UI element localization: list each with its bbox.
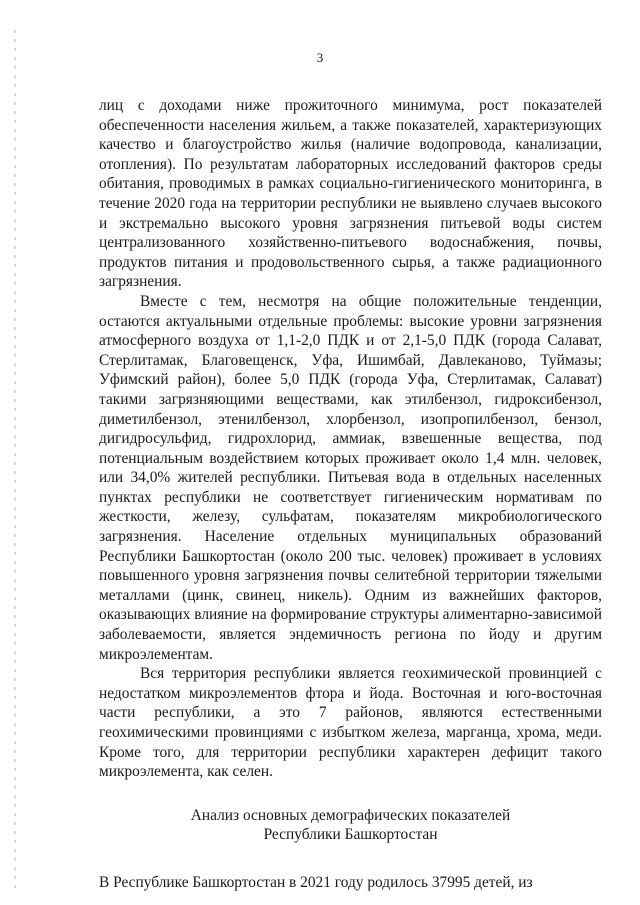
section-heading-line-2: Республики Башкортостан [263, 826, 438, 844]
paragraph-3: Вся территория республики является геохимической провинцией с недостатком микроэлементов фтора и йода. Восточная и юго-восточная части республики, а это 7 районов, являются естественными геохимическими провинциями с избытком железа, марганца, хрома, меди. Кроме того, для территории республики характерен дефицит такого микроэлемента, как селен. [99, 665, 602, 781]
scan-edge-marks [14, 30, 16, 890]
section-heading [99, 806, 602, 845]
paragraph-2: Вместе с тем, несмотря на общие положительные тенденции, остаются актуальными отдельные проблемы: высокие уровни загрязнения атмосферного воздуха от 1,1-2,0 ПДК и от 2,1-5,0 ПДК (города Салават, Стерлитамак, Благовещенск, Уфа, Ишимбай, Давлеканово, Туймазы; Уфимский район), более 5,0 ПДК (города Уфа, Стерлитамак, Салават) такими загрязняющими веществами, как этилбензол, гидроксибензол, диметилбензол, этенилбензол, хлорбензол, изопропилбензол, бензол, дигидросульфид, гидрохлорид, аммиак, взвешенные вещества, под потенциальным воздействием которых проживает около 1,4 млн. человек, или 34,0% жителей республики. Питьевая вода в отдельных населенных пунктах республики не соответствует гигиеническим нормативам по жесткости, железу, сульфатам, показателям микробиологического загрязнения. Население отдельных муниципальных образований Республики Башкортостан (около 200 тыс. человек) проживает в условиях повышенного уровня загрязнения почвы селитебной территории тяжелыми металлами (цинк, свинец, никель). Одним из важнейших факторов, оказывающих влияние на формирование структуры алиментарно-зависимой заболеваемости, является эндемичность региона по йоду и другим микроэлементам. [99, 292, 602, 663]
paragraph-4-start: В Республике Башкортостан в 2021 году родилось 37995 детей, из [99, 873, 533, 891]
document-body [99, 96, 602, 893]
section-heading-line-1: Анализ основных демографических показателей [190, 806, 511, 824]
paragraph-1: лиц с доходами ниже прожиточного минимума, рост показателей обеспеченности населения жильем, а также показателей, характеризующих качество и благоустройство жилья (наличие водопровода, канализации, отопления). По результатам лабораторных исследований факторов среды обитания, проводимых в рамках социально-гигиенического мониторинга, в течение 2020 года на территории республики не выявлено случаев высокого и экстремально высокого уровня загрязнения питьевой воды систем централизованного хозяйственно-питьевого водоснабжения, почвы, продуктов питания и продовольственного сырья, а также радиационного загрязнения. [99, 97, 602, 291]
page-number: 3 [316, 50, 324, 65]
